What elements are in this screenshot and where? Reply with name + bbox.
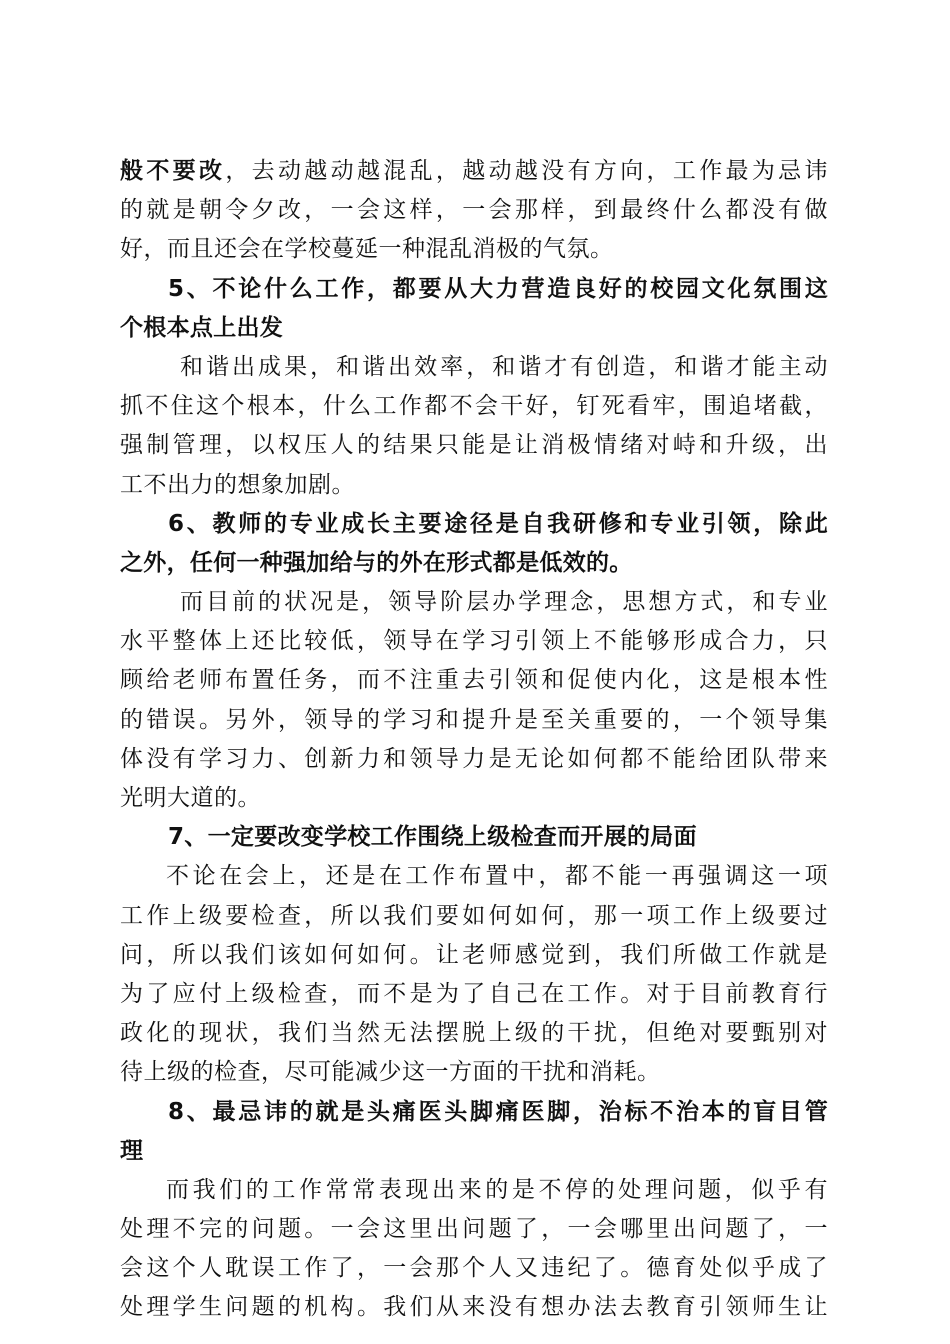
text-line: 抓不住这个根本，什么工作都不会干好，钉死看牢，围追堵截， xyxy=(120,393,828,420)
section-heading-5: 5、不论什么工作，都要从大力营造良好的校园文化氛围这 xyxy=(168,275,828,302)
text-line: 会这个人耽误工作了，一会那个人又违纪了。德育处似乎成了 xyxy=(120,1255,828,1282)
section-heading-5-cont: 个根本点上出发 xyxy=(120,314,284,341)
text-line: 不论在会上，还是在工作布置中，都不能一再强调这一项 xyxy=(166,863,828,890)
text-line: 而目前的状况是，领导阶层办学理念，思想方式，和专业 xyxy=(180,589,828,616)
section-heading-8-cont: 理 xyxy=(120,1137,144,1164)
text-line: 和谐出成果，和谐出效率，和谐才有创造，和谐才能主动 xyxy=(180,353,828,380)
text-line: 而我们的工作常常表现出来的是不停的处理问题，似乎有 xyxy=(166,1176,828,1203)
text-line: 水平整体上还比较低，领导在学习引领上不能够形成合力，只 xyxy=(120,628,828,655)
document-body xyxy=(120,152,828,1328)
text-line-lead: 般不要改 xyxy=(120,158,226,184)
text-line: 处理不完的问题。一会这里出问题了，一会哪里出问题了，一 xyxy=(120,1216,828,1243)
text-line: 政化的现状，我们当然无法摆脱上级的干扰，但绝对要甄别对 xyxy=(120,1020,828,1047)
text-line: 工作上级要检查，所以我们要如何如何，那一项工作上级要过 xyxy=(120,902,828,929)
text-line: 问，所以我们该如何如何。让老师感觉到，我们所做工作就是 xyxy=(120,941,828,968)
text-line: 顾给老师布置任务，而不注重去引领和促使内化，这是根本性 xyxy=(120,667,828,694)
text-line: 工不出力的想象加剧。 xyxy=(120,471,355,498)
section-heading-6: 6、教师的专业成长主要途径是自我研修和专业引领，除此 xyxy=(168,510,828,537)
text-line: 的就是朝令夕改，一会这样，一会那样，到最终什么都没有做 xyxy=(120,197,828,224)
section-heading-6-cont: 之外，任何一种强加给与的外在形式都是低效的。 xyxy=(120,549,633,576)
text-line: 处理学生问题的机构。我们从来没有想办法去教育引领师生让 xyxy=(120,1294,828,1321)
section-heading-8: 8、最忌讳的就是头痛医头脚痛医脚，治标不治本的盲目管 xyxy=(168,1098,828,1125)
section-heading-7: 7、一定要改变学校工作围绕上级检查而开展的局面 xyxy=(168,824,697,851)
text-line: 待上级的检查，尽可能减少这一方面的干扰和消耗。 xyxy=(120,1059,661,1086)
text-line: 光明大道的。 xyxy=(120,785,261,811)
text-line: 好，而且还会在学校蔓延一种混乱消极的气氛。 xyxy=(120,236,614,263)
text-line: 的错误。另外，领导的学习和提升是至关重要的，一个领导集 xyxy=(120,706,828,733)
text-line: 为了应付上级检查，而不是为了自己在工作。对于目前教育行 xyxy=(120,980,828,1007)
text-line: 体没有学习力、创新力和领导力是无论如何都不能给团队带来 xyxy=(120,745,828,772)
text-line: 强制管理，以权压人的结果只能是让消极情绪对峙和升级，出 xyxy=(120,432,828,459)
text-line: 般不要改，去动越动越混乱，越动越没有方向，工作最为忌讳 xyxy=(120,158,828,184)
